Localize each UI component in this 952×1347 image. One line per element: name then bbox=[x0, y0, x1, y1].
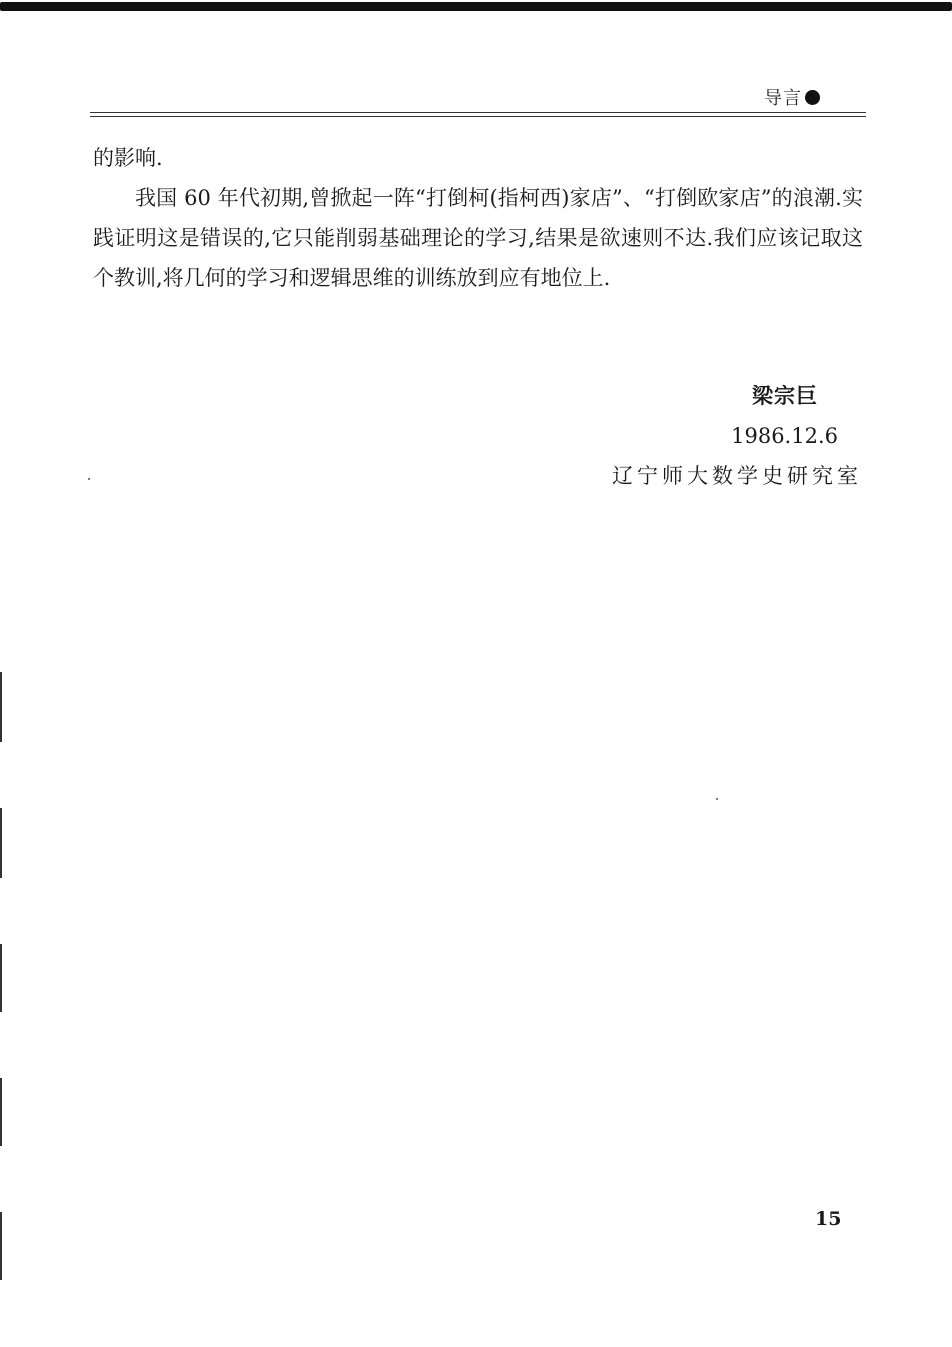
scan-margin-mark bbox=[0, 1078, 2, 1146]
scan-edge-bar bbox=[0, 2, 952, 11]
paragraph: 我国 60 年代初期,曾掀起一阵“打倒柯(指柯西)家店”、“打倒欧家店”的浪潮.实践证明这是错误的,它只能削弱基础理论的学习,结果是欲速则不达.我们应该记取这个教训,将几何的学习和逻辑思维的训练放到应有地位上. bbox=[93, 186, 863, 290]
running-title: 导言 bbox=[764, 88, 802, 109]
scan-margin-mark bbox=[0, 1212, 2, 1280]
page-number: 15 bbox=[815, 1208, 842, 1230]
scan-speck bbox=[716, 798, 718, 800]
scan-margin-mark bbox=[0, 808, 2, 878]
author-name: 梁宗巨 bbox=[752, 383, 818, 408]
scan-speck bbox=[88, 478, 90, 480]
black-circle-icon bbox=[805, 90, 820, 105]
scan-margin-mark bbox=[0, 944, 2, 1012]
header-rule bbox=[90, 112, 866, 117]
body-text bbox=[93, 138, 863, 298]
signature-block bbox=[542, 376, 862, 496]
paragraph-continuation: 的影响. bbox=[93, 146, 163, 170]
running-header bbox=[764, 84, 820, 110]
author-affiliation: 辽宁师大数学史研究室 bbox=[612, 464, 862, 488]
scan-margin-mark bbox=[0, 672, 2, 742]
signature-date: 1986.12.6 bbox=[731, 424, 838, 448]
